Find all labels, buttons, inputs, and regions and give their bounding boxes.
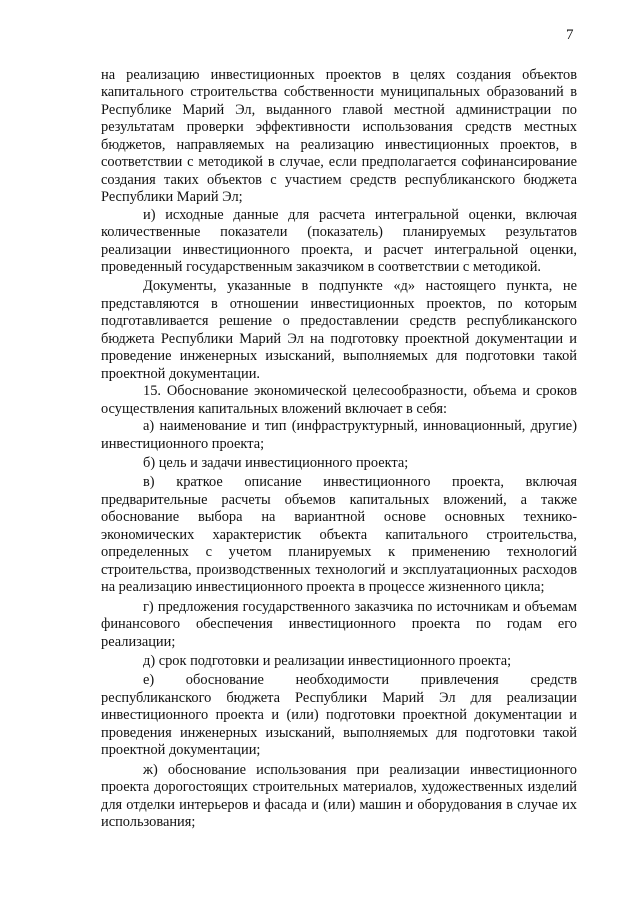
paragraph-item-e: е) обоснование необходимости привлечения средств республиканского бюджета Республики Марий Эл для реализации инвестиционного проекта и (или) подготовки проектной документации и проведения инженерных изысканий, выполняемых для подготовки такой проектной документации;	[101, 672, 577, 759]
page-number: 7	[566, 27, 574, 43]
paragraph-item-i: и) исходные данные для расчета интегральной оценки, включая количественные показатели (показатель) планируемых результатов реализации инвестиционного проекта, и расчет интегральной оценки, проведенный государственным заказчиком в соответствии с методикой.	[101, 206, 577, 275]
document-body	[101, 67, 577, 831]
paragraph-item-b: б) цель и задачи инвестиционного проекта;	[143, 454, 409, 471]
paragraph-documents-note: Документы, указанные в подпункте «д» настоящего пункта, не представляются в отношении инвестиционных проектов, по которым подготавливается решение о предоставлении средств республиканского бюджета Республики Марий Эл на подготовку проектной документации и проведение инженерных изысканий, выполняемых для подготовки такой проектной документации.	[101, 278, 577, 382]
paragraph-continuation: на реализацию инвестиционных проектов в целях создания объектов капитального строительства собственности муниципальных образований в Республике Марий Эл, выданного главой местной администрации по результатам проверки эффективности использования средств местных бюджетов, направляемых на реализацию инвестиционных проектов, в соответствии с методикой в случае, если предполагается софинансирование создания таких объектов с участием средств республиканского бюджета Республики Марий Эл;	[101, 67, 577, 206]
paragraph-item-zh: ж) обоснование использования при реализации инвестиционного проекта дорогостоящих строительных материалов, художественных изделий для отделки интерьеров и фасада и (или) машин и оборудования в случае их использования;	[101, 761, 577, 831]
paragraph-item-d: д) срок подготовки и реализации инвестиционного проекта;	[143, 652, 512, 669]
paragraph-item-a: а) наименование и тип (инфраструктурный, инновационный, другие) инвестиционного проекта;	[101, 418, 577, 452]
paragraph-item-v: в) краткое описание инвестиционного проекта, включая предварительные расчеты объемов капитальных вложений, а также обоснование выбора на вариантной основе основных технико-экономических характеристик объекта капитального строительства, определенных с учетом планируемых к применению технологий строительства, производственных технологий и эксплуатационных расходов на реализацию инвестиционного проекта в процессе жизненного цикла;	[101, 474, 577, 596]
paragraph-item-g: г) предложения государственного заказчика по источникам и объемам финансового обеспечения инвестиционного проекта по годам его реализации;	[101, 598, 577, 650]
paragraph-section-15: 15. Обоснование экономической целесообразности, объема и сроков осуществления капитальных вложений включает в себя:	[101, 383, 577, 417]
